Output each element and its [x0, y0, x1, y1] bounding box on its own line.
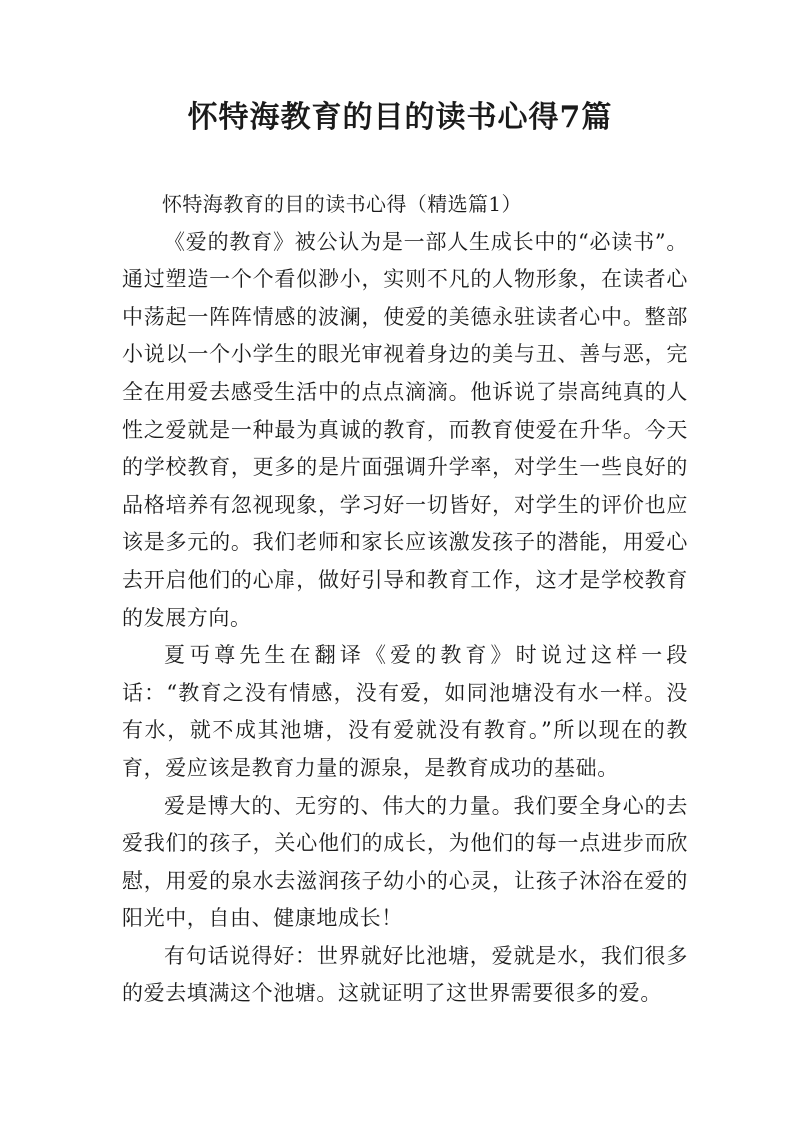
paragraph-2: 夏丏尊先生在翻译《爱的教育》时说过这样一段话：“教育之没有情感，没有爱，如同池塘没有水一样。没有水，就不成其池塘，没有爱就没有教育。”所以现在的教育，爱应该是教育力量的源泉，是教育成功的基础。	[122, 643, 688, 780]
document-body	[122, 186, 688, 1013]
section-heading: 怀特海教育的目的读书心得（精选篇1）	[162, 192, 522, 216]
paragraph-4: 有句话说得好：世界就好比池塘，爱就是水，我们很多的爱去填满这个池塘。这就证明了这世界需要很多的爱。	[122, 943, 688, 1006]
paragraph-1: 《爱的教育》被公认为是一部人生成长中的“必读书”。通过塑造一个个看似渺小，实则不凡的人物形象，在读者心中荡起一阵阵情感的波澜，使爱的美德永驻读者心中。整部小说以一个小学生的眼光审视着身边的美与丑、善与恶，完全在用爱去感受生活中的点点滴滴。他诉说了崇高纯真的人性之爱就是一种最为真诚的教育，而教育使爱在升华。今天的学校教育，更多的是片面强调升学率，对学生一些良好的品格培养有忽视现象，学习好一切皆好，对学生的评价也应该是多元的。我们老师和家长应该激发孩子的潜能，用爱心去开启他们的心扉，做好引导和教育工作，这才是学校教育的发展方向。	[122, 229, 688, 630]
paragraph-3: 爱是博大的、无穷的、伟大的力量。我们要全身心的去爱我们的孩子，关心他们的成长，为他们的每一点进步而欣慰，用爱的泉水去滋润孩子幼小的心灵，让孩子沐浴在爱的阳光中，自由、健康地成长！	[122, 793, 688, 931]
document-title: 怀特海教育的目的读书心得7篇	[187, 100, 613, 135]
